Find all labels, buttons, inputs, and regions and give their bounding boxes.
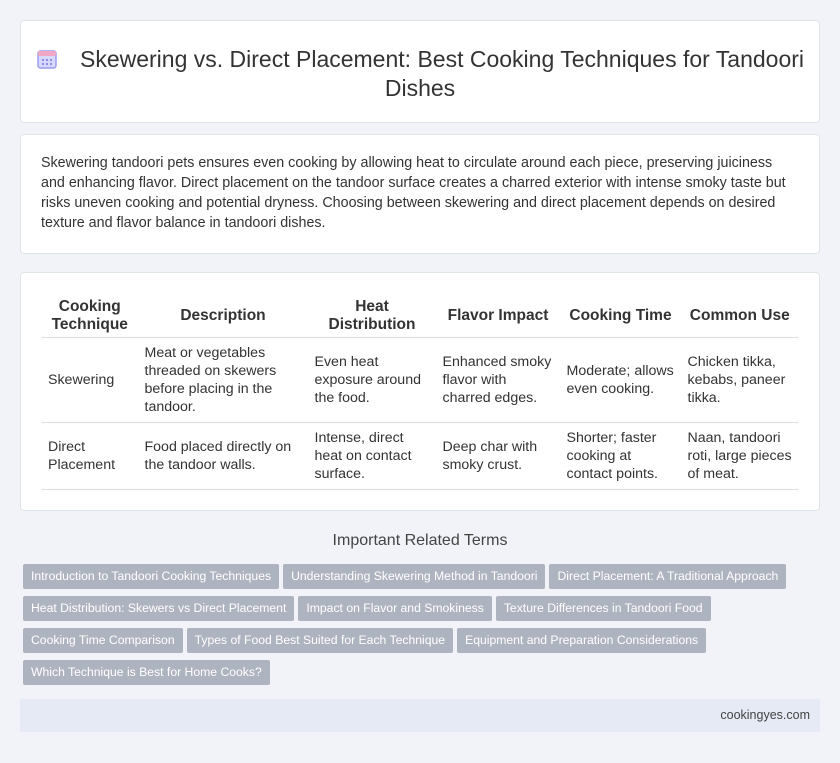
table-cell: Enhanced smoky flavor with charred edges. — [436, 337, 560, 422]
table-cell: Naan, tandoori roti, large pieces of meat. — [681, 422, 798, 489]
column-header: Cooking Technique — [42, 295, 138, 337]
table-cell: Moderate; allows even cooking. — [560, 337, 681, 422]
related-term-tag[interactable]: Equipment and Preparation Considerations — [457, 628, 706, 653]
table-cell: Food placed directly on the tandoor walls. — [138, 422, 308, 489]
tag-row — [23, 564, 823, 596]
column-header: Cooking Time — [560, 295, 681, 337]
table-cell: Intense, direct heat on contact surface. — [308, 422, 436, 489]
related-term-tag[interactable]: Impact on Flavor and Smokiness — [298, 596, 491, 621]
table-cell: Skewering — [42, 337, 138, 422]
intro-paragraph: Skewering tandoori pets ensures even cooking by allowing heat to circulate around each piece, preserving juiciness and enhancing flavor. Direct placement on the tandoor surface creates a charred exterior with intense smoky taste but risks uneven cooking and potential dryness. Choosing between skewering and direct placement depends on desired texture and flavor balance in tandoori dishes. — [41, 155, 786, 231]
related-term-tag[interactable]: Which Technique is Best for Home Cooks? — [23, 660, 270, 685]
related-term-tag[interactable]: Cooking Time Comparison — [23, 628, 183, 653]
related-terms-heading: Important Related Terms — [332, 532, 508, 549]
page-title — [21, 45, 819, 103]
table-row — [42, 422, 798, 489]
table-cell: Direct Placement — [42, 422, 138, 489]
tag-row — [23, 628, 823, 660]
table-card — [20, 272, 820, 511]
calendar-icon — [36, 48, 58, 70]
intro-card — [20, 134, 820, 254]
header-card — [20, 20, 820, 123]
table-cell: Meat or vegetables threaded on skewers before placing in the tandoor. — [138, 337, 308, 422]
column-header: Common Use — [681, 295, 798, 337]
column-header: Description — [138, 295, 308, 337]
table-cell: Shorter; faster cooking at contact points. — [560, 422, 681, 489]
table-cell: Chicken tikka, kebabs, paneer tikka. — [681, 337, 798, 422]
table-row — [42, 337, 798, 422]
comparison-table — [42, 295, 798, 490]
table-cell: Even heat exposure around the food. — [308, 337, 436, 422]
related-terms-list — [23, 564, 823, 692]
related-term-tag[interactable]: Types of Food Best Suited for Each Technique — [187, 628, 453, 653]
table-cell: Deep char with smoky crust. — [436, 422, 560, 489]
related-term-tag[interactable]: Introduction to Tandoori Cooking Techniques — [23, 564, 279, 589]
related-term-tag[interactable]: Texture Differences in Tandoori Food — [496, 596, 711, 621]
related-term-tag[interactable]: Heat Distribution: Skewers vs Direct Placement — [23, 596, 294, 621]
tag-row — [23, 596, 823, 628]
column-header: Flavor Impact — [436, 295, 560, 337]
tag-row — [23, 660, 823, 692]
related-term-tag[interactable]: Understanding Skewering Method in Tandoori — [283, 564, 545, 589]
column-header: Heat Distribution — [308, 295, 436, 337]
footer — [20, 699, 820, 732]
page-title-text: Skewering vs. Direct Placement: Best Cooking Techniques for Tandoori Dishes — [79, 46, 805, 101]
title-wrap — [21, 45, 819, 103]
related-term-tag[interactable]: Direct Placement: A Traditional Approach — [549, 564, 786, 589]
site-name[interactable]: cookingyes.com — [720, 708, 810, 722]
table-header-row — [42, 295, 798, 337]
